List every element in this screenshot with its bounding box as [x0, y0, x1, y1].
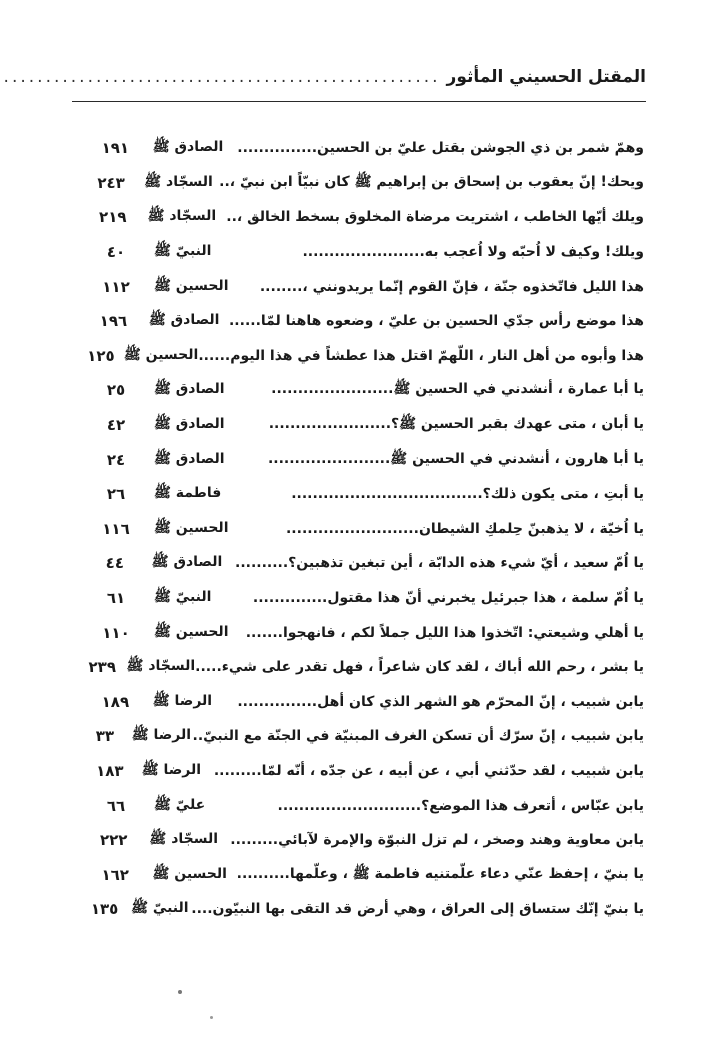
entry-quote: هذا وأبوه من أهل النار ، اللّهمّ اقتل هذا عطشاً في هذا اليوم...... — [198, 347, 644, 364]
entry-page-number: ٦١ — [106, 589, 126, 608]
index-entry — [78, 269, 644, 304]
entry-quote: وهمّ شمر بن ذي الجوشن بقتل عليّ بن الحسين............... — [237, 140, 644, 157]
entry-quote: يا بنيّ ، إحفظ عنّي دعاء علّمتنيه فاطمة ﷺ ، وعلّمها.......... — [236, 865, 644, 882]
entry-speaker: الرضا ﷺ — [131, 727, 192, 744]
entry-quote: يابن عبّاس ، أتعرف هذا الموضع؟........................... — [277, 797, 644, 814]
entry-speaker: النبيّ ﷺ — [131, 900, 189, 917]
header-leader-dots — [0, 67, 441, 87]
entry-page-number: ١١٢ — [102, 277, 130, 296]
entry-page-number: ١٩١ — [101, 139, 130, 158]
entry-quote: يا أبان ، متى عهدك بقبر الحسين ﷺ؟....................... — [268, 416, 644, 433]
entry-quote: يا بشر ، رحم الله أباك ، لقد كان شاعراً ، فهل تقدر على شيء..... — [195, 659, 644, 676]
entry-speaker: الرضا ﷺ — [141, 761, 202, 778]
entry-speaker: النبيّ ﷺ — [154, 589, 212, 606]
index-entry — [78, 512, 644, 547]
entry-page-number: ١١٦ — [102, 519, 130, 538]
index-entry — [78, 304, 644, 339]
index-entry — [78, 719, 644, 754]
entry-page-number: ١١٠ — [102, 623, 130, 642]
entry-speaker: الحسين ﷺ — [152, 865, 227, 882]
index-entry — [78, 131, 644, 166]
index-entry — [78, 892, 644, 927]
entry-quote: ويحك! إنّ يعقوب بن إسحاق بن إبراهيم ﷺ كان نبيّاً ابن نبيّ ،.. — [219, 173, 644, 190]
entry-quote: يابن شبيب ، إنّ سرّك أن تسكن الغرف المبنيّة في الجنّة مع النبيّ.. — [192, 728, 644, 745]
entry-speaker: عليّ ﷺ — [154, 796, 206, 813]
entry-page-number: ١٢٥ — [87, 346, 115, 365]
index-entry — [78, 339, 644, 374]
entry-quote: يا بنيّ إنّك ستساق إلى العراق ، وهي أرض قد التقى بها النبيّون.... — [191, 901, 644, 918]
index-entry — [78, 235, 644, 270]
index-entry — [78, 615, 644, 650]
index-entry — [78, 546, 644, 581]
running-header — [78, 66, 646, 100]
entry-speaker: الحسين ﷺ — [154, 623, 229, 640]
entry-quote: يا اُمّ سعيد ، أيّ شيء هذه الدابّة ، أين تبغين تذهبين؟.......... — [235, 555, 644, 572]
entry-speaker: الصادق ﷺ — [154, 450, 225, 467]
index-entry — [78, 373, 644, 408]
entry-speaker: الحسين ﷺ — [154, 519, 229, 536]
entry-page-number: ١٦٢ — [101, 865, 129, 884]
entry-page-number: ٢٦ — [106, 485, 126, 504]
entry-speaker: الصادق ﷺ — [148, 312, 220, 329]
entry-speaker: الحسين ﷺ — [123, 346, 199, 363]
entry-quote: يا أبا هارون ، أنشدني في الحسين ﷺ....................... — [267, 450, 644, 467]
entry-speaker: السجّاد ﷺ — [149, 831, 219, 848]
index-entry — [78, 477, 644, 512]
entry-speaker: فاطمة ﷺ — [154, 485, 222, 502]
entry-page-number: ٢٣٩ — [88, 658, 116, 677]
index-entry — [78, 166, 644, 201]
entry-page-number: ١٨٣ — [96, 761, 124, 780]
entry-speaker: الصادق ﷺ — [152, 139, 224, 156]
entry-page-number: ٢٤٣ — [97, 173, 125, 192]
entry-page-number: ١٩٦ — [99, 312, 128, 331]
entry-quote: يا اُمّ سلمة ، هذا جبرئيل يخبرني أنّ هذا مقتول.............. — [252, 590, 644, 607]
index-entry — [78, 857, 644, 892]
index-entry — [78, 754, 644, 789]
index-entry — [78, 200, 644, 235]
entry-quote: هذا موضع رأس جدّي الحسين بن عليّ ، وضعوه هاهنا لمّا...... — [228, 313, 644, 330]
entry-speaker: السجّاد ﷺ — [144, 173, 213, 190]
index-entry — [78, 823, 644, 858]
entry-page-number: ٤٤ — [105, 554, 124, 573]
entry-quote: ويلك أيّها الخاطب ، اشتريت مرضاة المخلوق بسخط الخالق ،.. — [226, 209, 644, 226]
entry-quote: هذا الليل فاتّخذوه جنّة ، فإنّ القوم إنّما يريدونني ،........ — [259, 278, 644, 295]
entry-quote: يا اُخيّة ، لا يذهبنّ حِلمكِ الشيطان......................... — [285, 520, 644, 537]
entry-page-number: ٦٦ — [106, 796, 126, 815]
entry-quote: يابن معاوية وهند وصخر ، لم تزل النبوّة والإمرة لآبائي......... — [230, 832, 644, 849]
entry-page-number: ١٣٥ — [90, 900, 119, 919]
index-entry — [78, 442, 644, 477]
entry-page-number: ١٨٩ — [101, 692, 130, 711]
entry-quote: يا أبا عمارة ، أنشدني في الحسين ﷺ....................... — [271, 381, 644, 398]
ink-speck — [210, 1016, 213, 1019]
book-title: المقتل الحسيني المأثور — [446, 67, 646, 87]
entry-quote: يا أهلي وشيعتي: اتّخذوا هذا الليل جملاً لكم ، فانهجوا....... — [245, 624, 644, 641]
index-entry — [78, 685, 644, 720]
entry-quote: يابن شبيب ، إنّ المحرّم هو الشهر الذي كان أهل............... — [237, 693, 644, 710]
entry-speaker: السجّاد ﷺ — [126, 658, 196, 675]
index-entry — [78, 408, 644, 443]
entry-quote: يابن شبيب ، لقد حدّثني أبي ، عن أبيه ، عن جدّه ، أنّه لمّا......... — [213, 762, 644, 779]
entry-page-number: ٤٢ — [106, 416, 126, 435]
index-entry — [78, 581, 644, 616]
entry-speaker: الصادق ﷺ — [151, 554, 223, 571]
entry-quote: ويلك! وكيف لا اُحبّه ولا اُعجب به....................... — [302, 244, 644, 261]
entry-speaker: الحسين ﷺ — [154, 277, 229, 294]
entry-page-number: ٢١٩ — [99, 208, 127, 227]
ink-speck — [178, 990, 182, 994]
entry-page-number: ٢٥ — [106, 381, 126, 400]
entry-speaker: الصادق ﷺ — [154, 381, 225, 398]
entry-speaker: النبيّ ﷺ — [154, 243, 212, 260]
index-entries-list — [78, 131, 644, 927]
entry-quote: يا أبتِ ، متى يكون ذلك؟.................................... — [291, 486, 644, 503]
entry-page-number: ٢٢٢ — [99, 831, 128, 850]
entry-page-number: ٤٠ — [106, 243, 126, 262]
entry-speaker: السجّاد ﷺ — [147, 208, 217, 225]
header-rule — [72, 101, 646, 102]
index-entry — [78, 650, 644, 685]
entry-page-number: ٣٣ — [95, 727, 115, 746]
entry-page-number: ٢٤ — [106, 450, 126, 469]
index-entry — [78, 788, 644, 823]
entry-speaker: الرضا ﷺ — [152, 692, 213, 709]
entry-speaker: الصادق ﷺ — [154, 416, 225, 433]
